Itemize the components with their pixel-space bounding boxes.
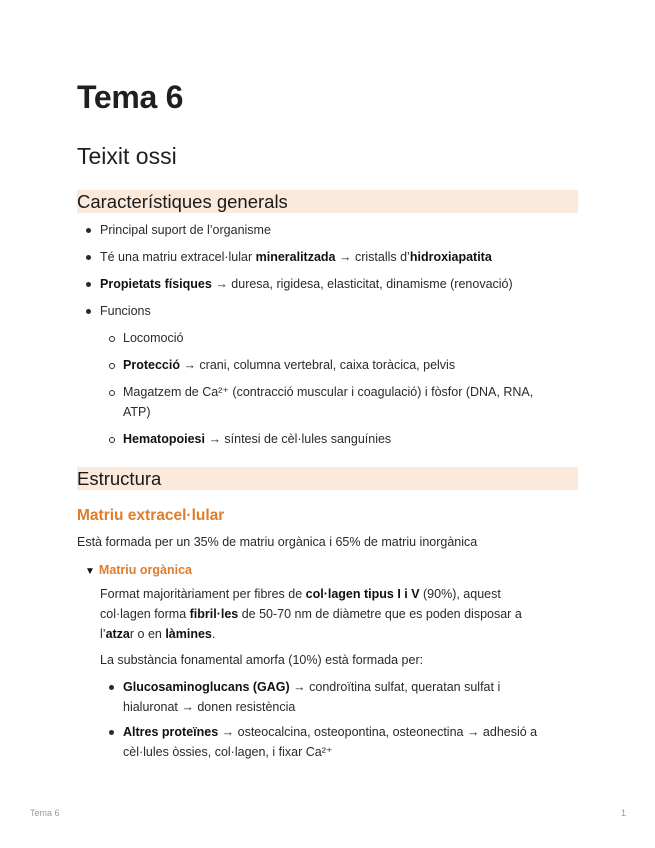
toggle-label: Matriu orgànica xyxy=(98,563,192,577)
page-number: 1 xyxy=(620,808,626,818)
list-item: Propietats físiques → duresa, rigidesa, elasticitat, dinamisme (renovació) xyxy=(100,274,513,294)
sub-list-item: Magatzem de Ca²⁺ (contracció muscular i coagulació) i fòsfor (DNA, RNA, ATP) xyxy=(123,382,533,422)
footer-title: Tema 6 xyxy=(30,808,60,818)
toggle-matriu-organica[interactable] xyxy=(85,561,192,581)
paragraph-collagen: Format majoritàriament per fibres de col·lagen tipus I i V (90%), aquest col·lagen forma fibril·les de 50-70 nm de diàmetre que es poden disposar a l’atzar o en làmines. xyxy=(100,587,522,641)
list-item: Altres proteïnes → osteocalcina, osteopontina, osteonectina → adhesió a cèl·lules òssies, col·lagen, i fixar Ca²⁺ xyxy=(123,722,537,762)
sub-list-item: Protecció → crani, columna vertebral, caixa toràcica, pelvis xyxy=(123,355,455,375)
list-item: Té una matriu extracel·lular mineralitzada → cristalls d’hidroxiapatita xyxy=(100,247,492,267)
page-subtitle: Teixit ossi xyxy=(77,143,177,169)
page-title: Tema 6 xyxy=(77,79,184,115)
section-heading-estructura: Estructura xyxy=(77,468,162,489)
intro-paragraph: Està formada per un 35% de matriu orgànica i 65% de matriu inorgànica xyxy=(77,535,478,549)
list-item: Funcions xyxy=(100,301,151,321)
paragraph-substancia: La substància fonamental amorfa (10%) està formada per: xyxy=(100,653,424,667)
list-item: Principal suport de l’organisme xyxy=(100,220,271,240)
sub-list-item: Hematopoiesi → síntesi de cèl·lules sanguínies xyxy=(123,429,391,449)
toggle-triangle-icon: ▼ xyxy=(85,566,95,577)
sub-list-item: Locomoció xyxy=(123,328,183,348)
section-heading-caracteristiques: Característiques generals xyxy=(77,191,288,212)
subsection-heading-matriu: Matriu extracel·lular xyxy=(77,507,225,524)
list-item: Glucosaminoglucans (GAG) → condroïtina sulfat, queratan sulfat i hialuronat → donen resistència xyxy=(123,677,500,717)
